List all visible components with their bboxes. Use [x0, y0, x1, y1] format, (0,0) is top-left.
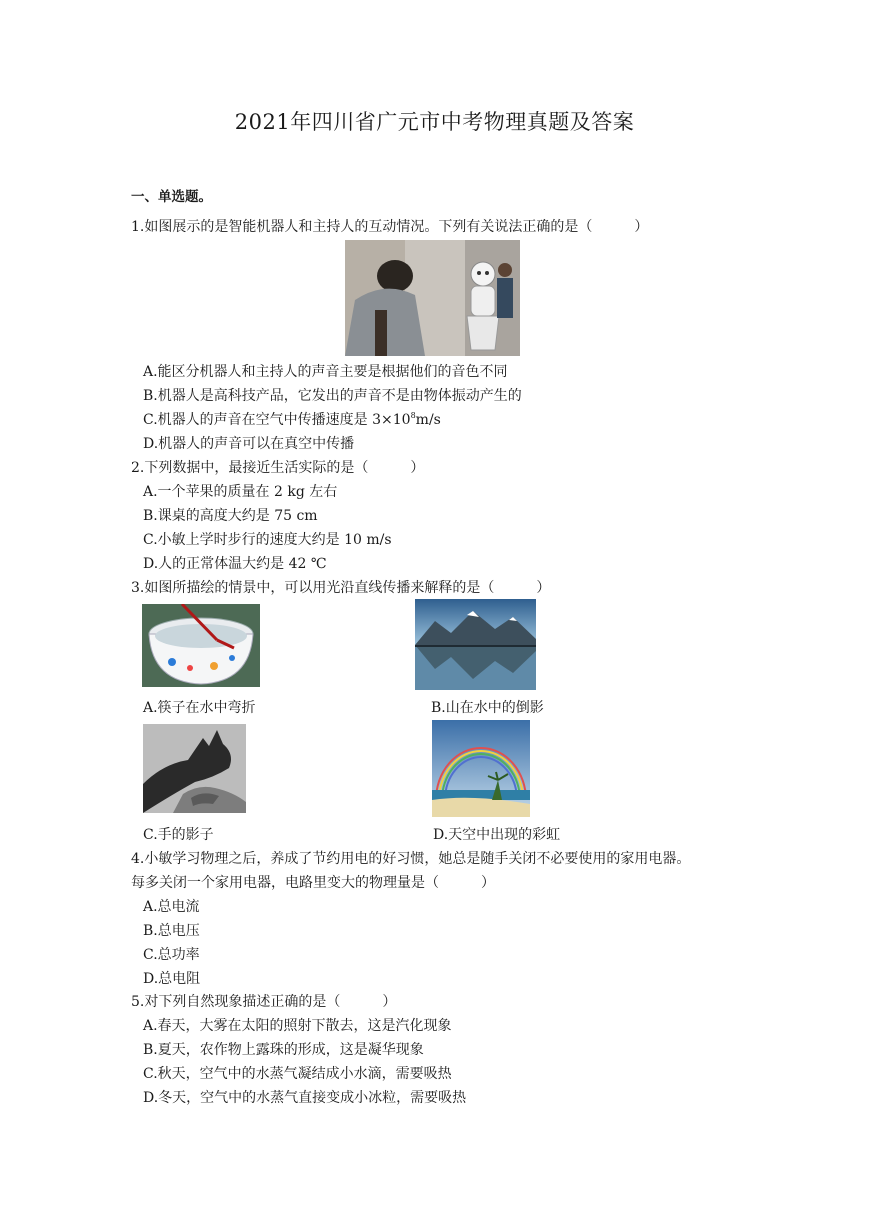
q5-option-c: C.秋天，空气中的水蒸气凝结成小水滴，需要吸热	[143, 1066, 452, 1082]
q1-option-c-text: C.机器人的声音在空气中传播速度是 3×10	[143, 412, 411, 428]
robot-host-photo	[345, 240, 520, 356]
q4-option-b: B.总电压	[143, 923, 200, 939]
question-4-stem-line1: 4.小敏学习物理之后，养成了节约用电的好习惯，她总是随手关闭不必要使用的家用电器。	[131, 851, 691, 867]
q1-option-c-exponent: 8	[410, 411, 416, 420]
q5-option-d: D.冬天，空气中的水蒸气直接变成小冰粒，需要吸热	[143, 1090, 467, 1106]
q4-option-d: D.总电阻	[143, 971, 201, 987]
q3-option-d: D.天空中出现的彩虹	[433, 827, 561, 843]
q4-option-c: C.总功率	[143, 947, 200, 963]
q2-option-c: C.小敏上学时步行的速度大约是 10 m/s	[143, 532, 392, 548]
q1-option-c-unit: m/s	[415, 412, 441, 428]
question-2-stem: 2.下列数据中，最接近生活实际的是（ ）	[131, 460, 425, 476]
question-5-stem: 5.对下列自然现象描述正确的是（ ）	[131, 994, 397, 1010]
q2-option-d: D.人的正常体温大约是 42 ℃	[143, 556, 327, 572]
q1-option-c	[143, 409, 441, 429]
q3-option-a: A.筷子在水中弯折	[143, 700, 256, 716]
q3-option-b: B.山在水中的倒影	[431, 700, 544, 716]
q1-option-b: B.机器人是高科技产品，它发出的声音不是由物体振动产生的	[143, 388, 522, 404]
q1-option-d: D.机器人的声音可以在真空中传播	[143, 436, 355, 452]
hand-shadow-photo	[143, 724, 246, 813]
section-heading: 一、单选题。	[131, 189, 212, 205]
question-3-stem: 3.如图所描绘的情景中，可以用光沿直线传播来解释的是（ ）	[131, 580, 551, 596]
page-title: 2021年四川省广元市中考物理真题及答案	[234, 110, 635, 134]
q4-option-a: A.总电流	[143, 899, 200, 915]
chopsticks-bowl-photo	[142, 604, 260, 687]
q5-option-a: A.春天，大雾在太阳的照射下散去，这是汽化现象	[143, 1018, 452, 1034]
q1-option-a: A.能区分机器人和主持人的声音主要是根据他们的音色不同	[143, 364, 508, 380]
mountain-reflection-photo	[415, 599, 536, 690]
q5-option-b: B.夏天，农作物上露珠的形成，这是凝华现象	[143, 1042, 424, 1058]
question-4-stem-line2: 每多关闭一个家用电器，电路里变大的物理量是（ ）	[131, 875, 495, 891]
q2-option-a: A.一个苹果的质量在 2 kg 左右	[143, 484, 338, 500]
q3-option-c: C.手的影子	[143, 827, 214, 843]
rainbow-photo	[432, 720, 530, 817]
question-1-stem: 1.如图展示的是智能机器人和主持人的互动情况。下列有关说法正确的是（ ）	[131, 219, 649, 235]
q2-option-b: B.课桌的高度大约是 75 cm	[143, 508, 318, 524]
